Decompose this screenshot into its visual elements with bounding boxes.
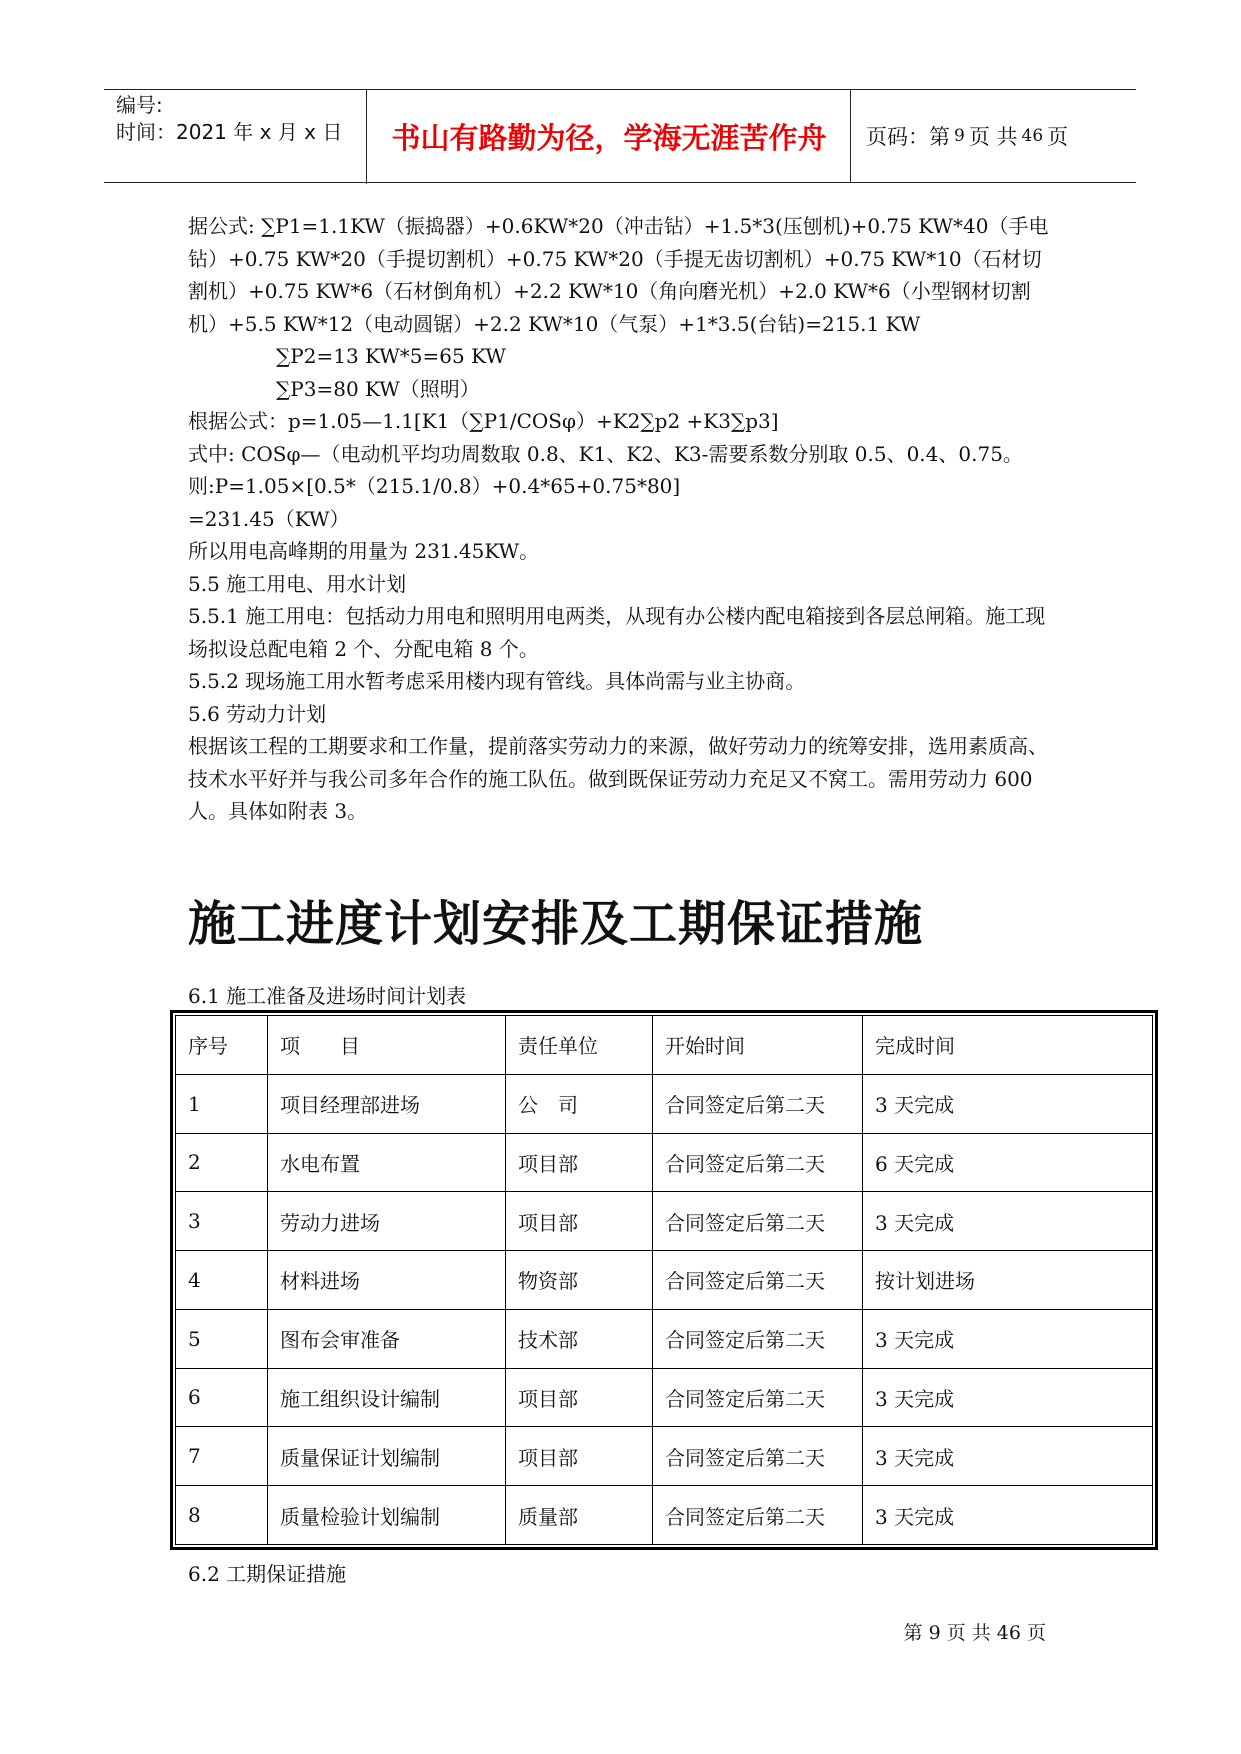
table-cell: 公 司 xyxy=(506,1074,653,1133)
table-cell: 合同签定后第二天 xyxy=(653,1368,863,1427)
table-cell: 6 天完成 xyxy=(863,1133,1153,1192)
page-prefix: 页码：第 xyxy=(866,125,950,149)
table-cell: 质量部 xyxy=(506,1486,653,1545)
header-page-info xyxy=(852,90,1136,182)
header-meta xyxy=(104,90,367,184)
table-cell: 项目部 xyxy=(506,1133,653,1192)
table-cell: 4 xyxy=(176,1251,268,1310)
table-cell: 责任单位 xyxy=(506,1016,653,1075)
chapter-heading: 施工进度计划安排及工期保证措施 xyxy=(188,896,924,952)
formula-result: =231.45（KW） xyxy=(188,506,350,531)
table-cell: 技术部 xyxy=(506,1309,653,1368)
header-motto: 书山有路勤为径，学海无涯苦作舟 xyxy=(368,90,851,182)
table-cell: 图布会审准备 xyxy=(268,1309,506,1368)
table-cell: 质量检验计划编制 xyxy=(268,1486,506,1545)
table-cell: 6 xyxy=(176,1368,268,1427)
formula-note: 式中: COSφ—（电动机平均功周数取 0.8、K1、K2、K3-需要系数分别取 0.5、0.4、0.75。 xyxy=(188,441,1023,466)
table-cell: 完成时间 xyxy=(863,1016,1153,1075)
table-cell: 项目部 xyxy=(506,1368,653,1427)
formula-calc: 则:P=1.05×[0.5*（215.1/0.8）+0.4*65+0.75*80] xyxy=(188,474,681,498)
table-cell: 合同签定后第二天 xyxy=(653,1486,863,1545)
table-row xyxy=(176,1074,1153,1133)
table-cell: 合同签定后第二天 xyxy=(653,1251,863,1310)
schedule-table-frame xyxy=(170,1010,1158,1550)
table-row xyxy=(176,1192,1153,1251)
table-cell: 物资部 xyxy=(506,1251,653,1310)
table-cell: 2 xyxy=(176,1133,268,1192)
section-5-5-title: 5.5 施工用电、用水计划 xyxy=(188,571,407,596)
page-header xyxy=(104,89,1136,183)
page-suffix: 页 xyxy=(1047,125,1069,149)
section-5-6-title: 5.6 劳动力计划 xyxy=(188,701,327,726)
table-cell: 3 天完成 xyxy=(863,1427,1153,1486)
table-cell: 7 xyxy=(176,1427,268,1486)
table-row xyxy=(176,1427,1153,1486)
formula-p2: ∑P2=13 KW*5=65 KW xyxy=(276,344,506,368)
peak-usage: 所以用电高峰期的用量为 231.45KW。 xyxy=(188,539,540,563)
table-header-row xyxy=(176,1016,1153,1075)
table-cell: 材料进场 xyxy=(268,1251,506,1310)
table-row xyxy=(176,1251,1153,1310)
schedule-table xyxy=(175,1015,1153,1545)
table-cell: 劳动力进场 xyxy=(268,1192,506,1251)
formula-p3: ∑P3=80 KW（照明） xyxy=(276,376,480,401)
table-cell: 按计划进场 xyxy=(863,1251,1153,1310)
table-cell: 质量保证计划编制 xyxy=(268,1427,506,1486)
section-5-5-2: 5.5.2 现场施工用水暂考虑采用楼内现有管线。具体尚需与业主协商。 xyxy=(188,669,806,693)
section-5-5-1: 5.5.1 施工用电：包括动力用电和照明用电两类，从现有办公楼内配电箱接到各层总闸箱。施工现场拟设总配电箱 2 个、分配电箱 8 个。 xyxy=(188,604,1046,661)
table-cell: 3 天完成 xyxy=(863,1192,1153,1251)
table-row xyxy=(176,1309,1153,1368)
table-cell: 3 xyxy=(176,1192,268,1251)
table-cell: 3 天完成 xyxy=(863,1074,1153,1133)
document-number-label: 编号: xyxy=(116,93,163,117)
table-cell: 合同签定后第二天 xyxy=(653,1309,863,1368)
document-time: 时间：2021 年 x 月 x 日 xyxy=(116,120,343,144)
page-footer: 第 9 页 共 46 页 xyxy=(903,1622,1046,1644)
section-5-6-text: 根据该工程的工期要求和工作量，提前落实劳动力的来源，做好劳动力的统筹安排，选用素质高、技术水平好并与我公司多年合作的施工队伍。做到既保证劳动力充足又不窝工。需用劳动力 600 人。具体如附表 3。 xyxy=(188,734,1048,823)
formula-p: 根据公式：p=1.05—1.1[K1（∑P1/COSφ）+K2∑p2 +K3∑p3] xyxy=(188,409,779,433)
table-row xyxy=(176,1368,1153,1427)
page-total: 46 xyxy=(1021,126,1044,146)
table-cell: 序号 xyxy=(176,1016,268,1075)
table-cell: 合同签定后第二天 xyxy=(653,1427,863,1486)
table-cell: 合同签定后第二天 xyxy=(653,1133,863,1192)
page-mid: 页 共 xyxy=(968,125,1018,149)
table-cell: 8 xyxy=(176,1486,268,1545)
table-cell: 施工组织设计编制 xyxy=(268,1368,506,1427)
page-number: 9 xyxy=(954,126,965,146)
table-row xyxy=(176,1486,1153,1545)
table-cell: 项目部 xyxy=(506,1192,653,1251)
table-caption: 6.1 施工准备及进场时间计划表 xyxy=(188,984,467,1008)
table-cell: 项目部 xyxy=(506,1427,653,1486)
table-cell: 合同签定后第二天 xyxy=(653,1074,863,1133)
table-cell: 5 xyxy=(176,1309,268,1368)
table-cell: 项目经理部进场 xyxy=(268,1074,506,1133)
table-cell: 项 目 xyxy=(268,1016,506,1075)
document-body xyxy=(188,210,1058,828)
table-cell: 3 天完成 xyxy=(863,1309,1153,1368)
formula-p1: 据公式: ∑P1=1.1KW（振捣器）+0.6KW*20（冲击钻）+1.5*3(压刨机)+0.75 KW*40（手电钻）+0.75 KW*20（手提切割机）+0.75 KW*20（手提无齿切割机）+0.75 KW*10（石材切割机）+0.75 KW*6（石材倒角机）+2.2 KW*10（角向磨光机）+2.0 KW*6（小型钢材切割机）+5.5 KW*12（电动圆锯）+2.2 KW*10（气泵）+1*3.5(台钻)=215.1 KW xyxy=(188,214,1049,336)
table-row xyxy=(176,1133,1153,1192)
table-cell: 3 天完成 xyxy=(863,1486,1153,1545)
section-6-2-title: 6.2 工期保证措施 xyxy=(188,1562,347,1586)
table-cell: 水电布置 xyxy=(268,1133,506,1192)
table-cell: 合同签定后第二天 xyxy=(653,1192,863,1251)
table-cell: 3 天完成 xyxy=(863,1368,1153,1427)
table-cell: 开始时间 xyxy=(653,1016,863,1075)
table-cell: 1 xyxy=(176,1074,268,1133)
